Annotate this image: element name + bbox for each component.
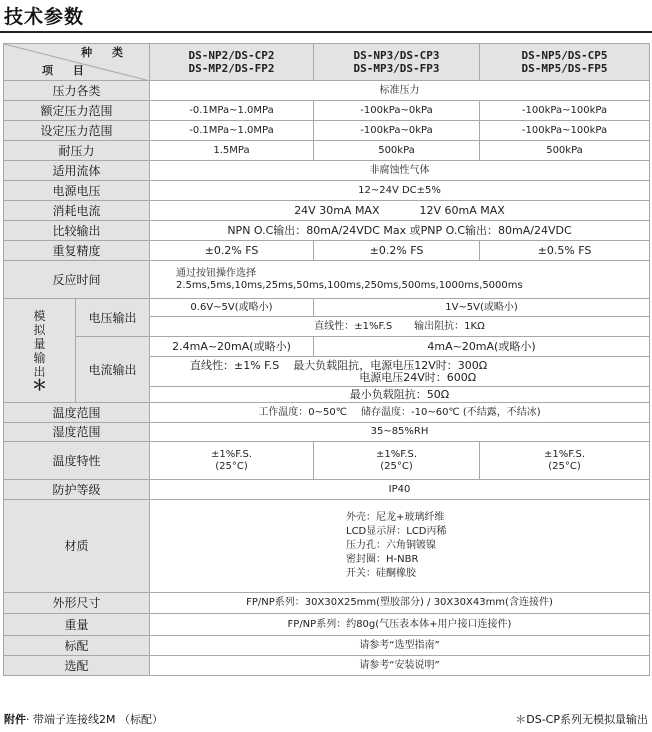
analog-output-label: 模拟量输出 ＊ [4, 299, 76, 403]
cell-value: -0.1MPa~1.0MPa [150, 101, 314, 121]
row-fluid [4, 161, 650, 181]
row-label: 湿度范围 [4, 423, 150, 442]
row-label: 重量 [4, 614, 150, 636]
row-label: 设定压力范围 [4, 121, 150, 141]
row-value: 直线性：±1%F.S 输出阻抗：1KΩ [150, 317, 650, 337]
row-standard-accessory [4, 636, 650, 656]
row-weight [4, 614, 650, 636]
cell-value: 4mA~20mA(或略小) [314, 337, 650, 357]
row-label: 耐压力 [4, 141, 150, 161]
cell-value: -100kPa~100kPa [480, 101, 650, 121]
row-value: IP40 [150, 480, 650, 500]
row-compare-output [4, 221, 650, 241]
accessory-note [4, 711, 163, 727]
row-rated-range [4, 101, 650, 121]
row-value: 请参考“选型指南” [150, 636, 650, 656]
row-value: 非腐蚀性气体 [150, 161, 650, 181]
row-label: 反应时间 [4, 261, 150, 299]
row-repeatability [4, 241, 650, 261]
cell-value: -100kPa~0kPa [314, 121, 480, 141]
cell-value: ±1%F.S. (25°C) [150, 442, 314, 480]
row-label: 防护等级 [4, 480, 150, 500]
cell-value: ±1%F.S. (25°C) [480, 442, 650, 480]
row-dimensions [4, 593, 650, 614]
row-value: 工作温度：0~50℃ 储存温度：-10~60℃ (不结露，不结冰) [150, 403, 650, 423]
cell-value: 2.4mA~20mA(或略小) [150, 337, 314, 357]
row-humidity-range [4, 423, 650, 442]
cell-value: ±0.2% FS [150, 241, 314, 261]
title-divider [0, 31, 652, 33]
row-value: 12~24V DC±5% [150, 181, 650, 201]
row-pressure-type [4, 81, 650, 101]
voltage-output-label: 电压输出 [76, 299, 150, 337]
row-value: 直线性：±1% F.S 最大负载阻抗，电源电压12V时：300Ω 电源电压24V时：600Ω [150, 357, 650, 387]
row-temperature-characteristic [4, 442, 650, 480]
row-label: 外形尺寸 [4, 593, 150, 614]
row-label: 压力各类 [4, 81, 150, 101]
row-value: 通过按钮操作选择 2.5ms,5ms,10ms,25ms,50ms,100ms,250ms,500ms,1000ms,5000ms [150, 261, 650, 299]
page-title: 技术参数 [4, 6, 85, 28]
cell-value: -0.1MPa~1.0MPa [150, 121, 314, 141]
row-response-time [4, 261, 650, 299]
row-proof-pressure [4, 141, 650, 161]
row-label: 比较输出 [4, 221, 150, 241]
row-value: 请参考“安装说明” [150, 656, 650, 676]
row-label: 温度范围 [4, 403, 150, 423]
row-label: 额定压力范围 [4, 101, 150, 121]
row-optional-accessory [4, 656, 650, 676]
corner-item-label: 项 目 [42, 64, 92, 77]
row-label: 温度特性 [4, 442, 150, 480]
row-label: 标配 [4, 636, 150, 656]
row-current-consumption [4, 201, 650, 221]
row-set-range [4, 121, 650, 141]
row-value: 35~85%RH [150, 423, 650, 442]
cell-value: -100kPa~0kPa [314, 101, 480, 121]
row-protection [4, 480, 650, 500]
row-label: 电源电压 [4, 181, 150, 201]
row-value: 最小负载阻抗：50Ω [150, 387, 650, 403]
cell-value: ±0.2% FS [314, 241, 480, 261]
model-header-3: DS-NP3/DS-CP3 DS-MP3/DS-FP3 [314, 44, 480, 81]
spec-table [3, 43, 650, 676]
cell-value: 500kPa [480, 141, 650, 161]
row-value: 24V 30mA MAX 12V 60mA MAX [150, 201, 650, 221]
model-header-2: DS-NP2/DS-CP2 DS-MP2/DS-FP2 [150, 44, 314, 81]
header-row [4, 44, 650, 81]
current-output-label: 电流输出 [76, 337, 150, 403]
model-header-5: DS-NP5/DS-CP5 DS-MP5/DS-FP5 [480, 44, 650, 81]
row-label: 重复精度 [4, 241, 150, 261]
cell-value: -100kPa~100kPa [480, 121, 650, 141]
header-corner [4, 44, 150, 81]
analog-footnote: ＊DS-CP系列无模拟量输出 [515, 713, 648, 726]
row-label: 适用流体 [4, 161, 150, 181]
row-label: 选配 [4, 656, 150, 676]
row-value: 外壳：尼龙+玻璃纤维 LCD显示屏：LCD丙稀 压力孔：六角铜镀镍 密封圈：H-NBR 开关：硅酮橡胶 [150, 500, 650, 593]
row-material [4, 500, 650, 593]
cell-value: 0.6V~5V(或略小) [150, 299, 314, 317]
row-current-output-1 [4, 337, 650, 357]
row-value: FP/NP系列：30X30X25mm(塑胶部分) / 30X30X43mm(含连接件) [150, 593, 650, 614]
cell-value: ±0.5% FS [480, 241, 650, 261]
accessory-text: · 带端子连接线2M （标配） [26, 713, 163, 726]
row-value: 标准压力 [150, 81, 650, 101]
accessory-label: 附件 [4, 713, 26, 726]
cell-value: 1.5MPa [150, 141, 314, 161]
row-label: 消耗电流 [4, 201, 150, 221]
row-temperature-range [4, 403, 650, 423]
corner-kind-label: 种 类 [81, 46, 131, 59]
row-value: NPN O.C输出：80mA/24VDC Max 或PNP O.C输出：80mA/24VDC [150, 221, 650, 241]
row-supply-voltage [4, 181, 650, 201]
row-label: 材质 [4, 500, 150, 593]
cell-value: ±1%F.S. (25°C) [314, 442, 480, 480]
row-voltage-output-1 [4, 299, 650, 317]
cell-value: 1V~5V(或略小) [314, 299, 650, 317]
cell-value: 500kPa [314, 141, 480, 161]
row-value: FP/NP系列：约80g(气压表本体+用户接口连接件) [150, 614, 650, 636]
